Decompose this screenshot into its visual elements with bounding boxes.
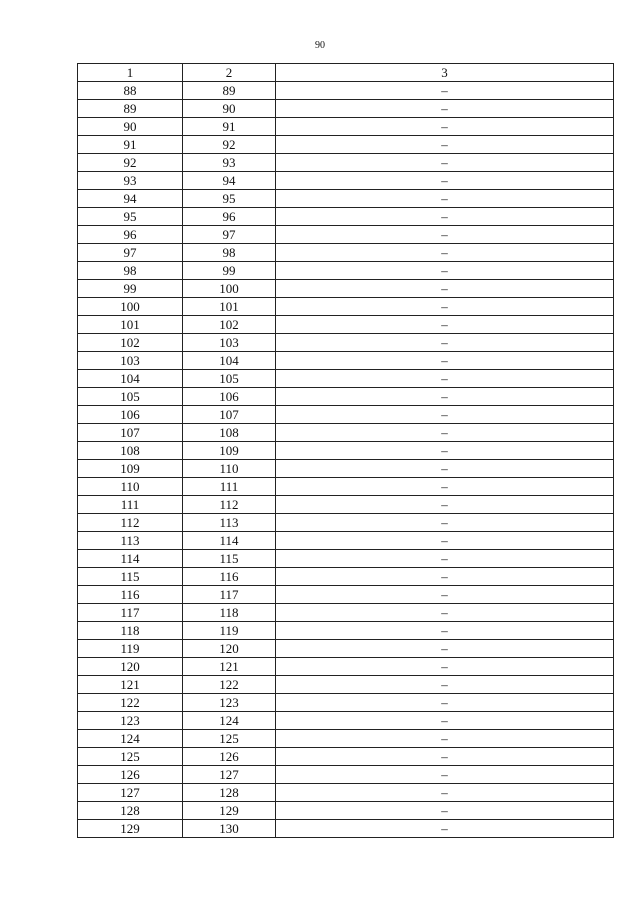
table-cell: –	[276, 370, 614, 388]
table-cell: 116	[78, 586, 183, 604]
table-row	[78, 82, 614, 100]
table-row	[78, 604, 614, 622]
table-cell: 109	[183, 442, 276, 460]
table-cell: –	[276, 802, 614, 820]
table-cell: 104	[78, 370, 183, 388]
table-row	[78, 784, 614, 802]
table-cell: –	[276, 226, 614, 244]
table-cell: –	[276, 766, 614, 784]
table-cell: –	[276, 640, 614, 658]
data-table	[77, 63, 614, 838]
table-row	[78, 658, 614, 676]
table-cell: –	[276, 82, 614, 100]
table-cell: 88	[78, 82, 183, 100]
table-cell: 107	[78, 424, 183, 442]
table-cell: –	[276, 280, 614, 298]
table-cell: –	[276, 316, 614, 334]
table-cell: 104	[183, 352, 276, 370]
table-cell: 89	[183, 82, 276, 100]
table-cell: –	[276, 604, 614, 622]
table-cell: 117	[183, 586, 276, 604]
table-row	[78, 118, 614, 136]
table-cell: 106	[183, 388, 276, 406]
table-cell: 90	[78, 118, 183, 136]
table-row	[78, 550, 614, 568]
table-cell: 129	[183, 802, 276, 820]
table-cell: 102	[183, 316, 276, 334]
table-row	[78, 406, 614, 424]
table-cell: 128	[183, 784, 276, 802]
table-cell: –	[276, 622, 614, 640]
table-row	[78, 622, 614, 640]
table-cell: 91	[183, 118, 276, 136]
table-cell: 121	[78, 676, 183, 694]
table-cell: –	[276, 568, 614, 586]
table-cell: 112	[183, 496, 276, 514]
table-row	[78, 460, 614, 478]
table-cell: 128	[78, 802, 183, 820]
table-cell: 98	[183, 244, 276, 262]
table-cell: –	[276, 550, 614, 568]
table-cell: 114	[183, 532, 276, 550]
table-row	[78, 316, 614, 334]
table-row	[78, 172, 614, 190]
table-cell: 114	[78, 550, 183, 568]
table-cell: –	[276, 496, 614, 514]
table-cell: 92	[78, 154, 183, 172]
table-cell: –	[276, 118, 614, 136]
table-cell: 130	[183, 820, 276, 838]
table-cell: 96	[78, 226, 183, 244]
table-cell: 110	[78, 478, 183, 496]
table-cell: –	[276, 784, 614, 802]
table-cell: 95	[183, 190, 276, 208]
table-row	[78, 712, 614, 730]
table-cell: 108	[78, 442, 183, 460]
table-cell: 117	[78, 604, 183, 622]
table-cell: –	[276, 532, 614, 550]
table-cell: 123	[78, 712, 183, 730]
table-row	[78, 568, 614, 586]
table-cell: 113	[78, 532, 183, 550]
table-header-row	[78, 64, 614, 82]
table-cell: 100	[183, 280, 276, 298]
table-cell: –	[276, 748, 614, 766]
table-cell: 98	[78, 262, 183, 280]
table-row	[78, 748, 614, 766]
table-row	[78, 532, 614, 550]
table-cell: 127	[78, 784, 183, 802]
table-cell: 93	[183, 154, 276, 172]
table-cell: 103	[183, 334, 276, 352]
table-cell: 94	[183, 172, 276, 190]
table-cell: 126	[78, 766, 183, 784]
table-cell: 125	[78, 748, 183, 766]
table-row	[78, 802, 614, 820]
table-cell: 111	[78, 496, 183, 514]
table-cell: –	[276, 100, 614, 118]
table-cell: 109	[78, 460, 183, 478]
table-cell: 111	[183, 478, 276, 496]
table-cell: –	[276, 658, 614, 676]
table-row	[78, 496, 614, 514]
table-cell: 122	[78, 694, 183, 712]
table-cell: –	[276, 334, 614, 352]
table-row	[78, 100, 614, 118]
table-row	[78, 676, 614, 694]
table-cell: 105	[78, 388, 183, 406]
table-cell: 116	[183, 568, 276, 586]
table-cell: –	[276, 424, 614, 442]
table-cell: 105	[183, 370, 276, 388]
table-cell: 110	[183, 460, 276, 478]
column-header: 3	[276, 64, 614, 82]
table-cell: –	[276, 388, 614, 406]
table-cell: 99	[78, 280, 183, 298]
table-cell: 118	[78, 622, 183, 640]
table-cell: 115	[183, 550, 276, 568]
table-row	[78, 208, 614, 226]
table-cell: –	[276, 820, 614, 838]
table-row	[78, 586, 614, 604]
table-cell: –	[276, 154, 614, 172]
table-cell: 94	[78, 190, 183, 208]
table-row	[78, 370, 614, 388]
table-cell: –	[276, 136, 614, 154]
column-header: 1	[78, 64, 183, 82]
table-row	[78, 154, 614, 172]
table-cell: –	[276, 694, 614, 712]
table-cell: –	[276, 262, 614, 280]
table-row	[78, 442, 614, 460]
table-cell: 112	[78, 514, 183, 532]
table-cell: 100	[78, 298, 183, 316]
table-cell: 107	[183, 406, 276, 424]
table-row	[78, 136, 614, 154]
table-cell: 97	[78, 244, 183, 262]
table-cell: 102	[78, 334, 183, 352]
table-row	[78, 244, 614, 262]
table-cell: 101	[78, 316, 183, 334]
table-cell: 113	[183, 514, 276, 532]
table-cell: 93	[78, 172, 183, 190]
table-row	[78, 424, 614, 442]
table-row	[78, 334, 614, 352]
table-cell: 123	[183, 694, 276, 712]
table-cell: –	[276, 460, 614, 478]
table-cell: –	[276, 190, 614, 208]
table-cell: 129	[78, 820, 183, 838]
table-cell: –	[276, 586, 614, 604]
table-cell: 122	[183, 676, 276, 694]
table-cell: 92	[183, 136, 276, 154]
table-cell: 89	[78, 100, 183, 118]
table-row	[78, 388, 614, 406]
table-row	[78, 226, 614, 244]
table-cell: 95	[78, 208, 183, 226]
table-cell: 120	[78, 658, 183, 676]
table-cell: 127	[183, 766, 276, 784]
table-row	[78, 280, 614, 298]
table-cell: –	[276, 442, 614, 460]
table-row	[78, 514, 614, 532]
table-cell: 108	[183, 424, 276, 442]
table-cell: 119	[78, 640, 183, 658]
table-row	[78, 262, 614, 280]
table-cell: –	[276, 730, 614, 748]
table-cell: 119	[183, 622, 276, 640]
table-cell: 90	[183, 100, 276, 118]
table-cell: 101	[183, 298, 276, 316]
table-cell: 106	[78, 406, 183, 424]
table-cell: –	[276, 172, 614, 190]
table-row	[78, 478, 614, 496]
table-body	[78, 82, 614, 838]
table-row	[78, 820, 614, 838]
table-cell: –	[276, 244, 614, 262]
table-cell: 121	[183, 658, 276, 676]
table-cell: 91	[78, 136, 183, 154]
page-number: 90	[315, 40, 325, 51]
table-cell: –	[276, 514, 614, 532]
table-cell: 124	[78, 730, 183, 748]
table-cell: –	[276, 478, 614, 496]
table-cell: 103	[78, 352, 183, 370]
table-cell: 115	[78, 568, 183, 586]
table-cell: –	[276, 676, 614, 694]
table-cell: 125	[183, 730, 276, 748]
table-row	[78, 766, 614, 784]
table-cell: –	[276, 208, 614, 226]
table-cell: –	[276, 352, 614, 370]
table-row	[78, 640, 614, 658]
table-row	[78, 352, 614, 370]
column-header: 2	[183, 64, 276, 82]
table-cell: –	[276, 712, 614, 730]
table-cell: 96	[183, 208, 276, 226]
table-cell: 126	[183, 748, 276, 766]
table-cell: –	[276, 298, 614, 316]
table-cell: –	[276, 406, 614, 424]
table-cell: 118	[183, 604, 276, 622]
table-row	[78, 298, 614, 316]
table-row	[78, 730, 614, 748]
table-row	[78, 694, 614, 712]
table-cell: 120	[183, 640, 276, 658]
table-row	[78, 190, 614, 208]
table-cell: 124	[183, 712, 276, 730]
table-cell: 97	[183, 226, 276, 244]
table-cell: 99	[183, 262, 276, 280]
